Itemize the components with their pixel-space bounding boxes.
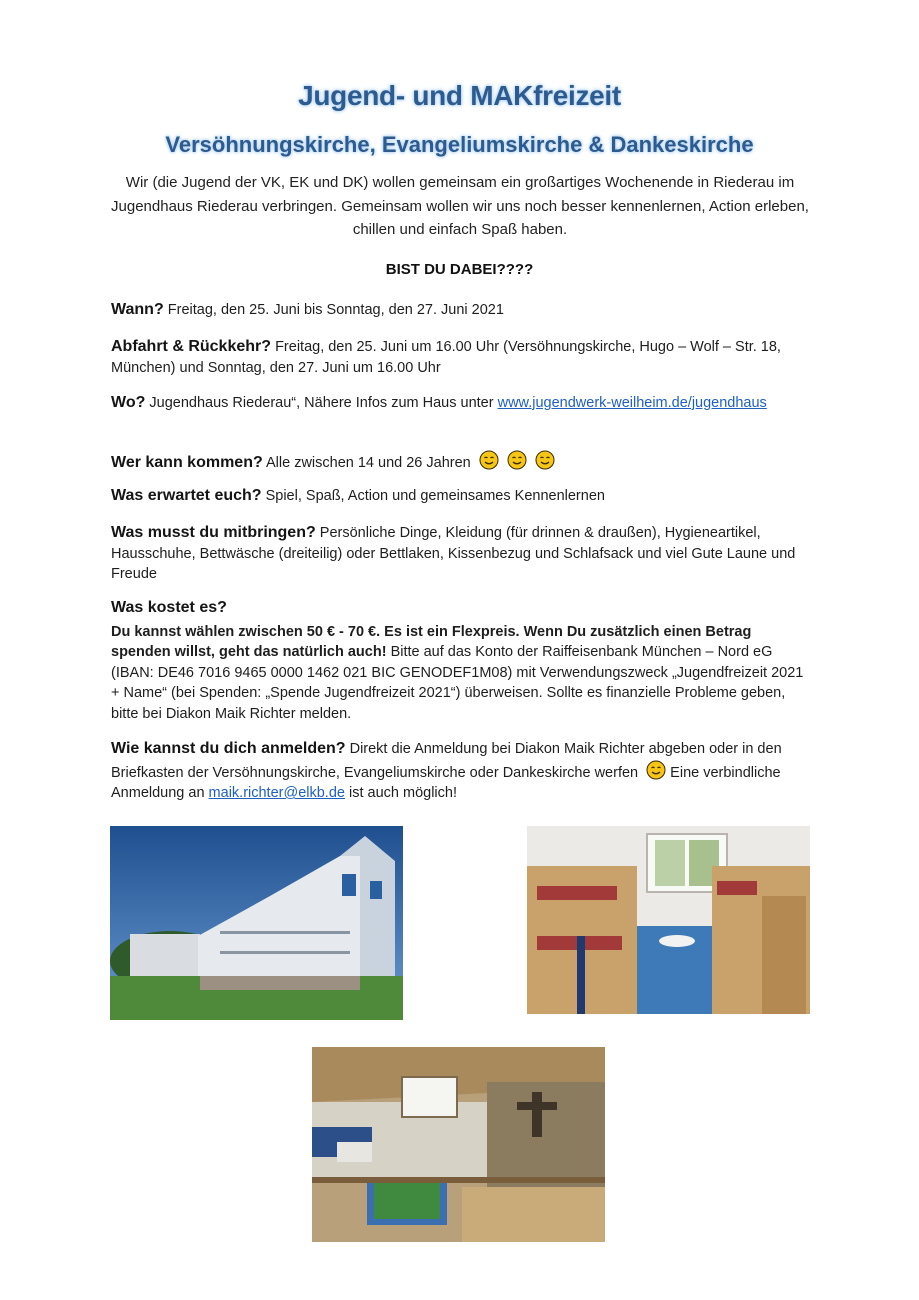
kosten-label: Was kostet es? <box>111 599 227 616</box>
anmelden-label: Wie kannst du dich anmelden? <box>111 740 346 757</box>
call-to-action: BIST DU DABEI???? <box>385 261 534 278</box>
section-mitbringen <box>111 523 811 585</box>
smiley-icon <box>479 450 499 470</box>
page-subtitle: Versöhnungskirche, Evangeliumskirche & Dankeskirche <box>165 132 754 157</box>
section-anmelden <box>111 739 811 804</box>
smiley-icon <box>535 450 555 470</box>
wo-label: Wo? <box>111 394 146 411</box>
kosten-text: Bitte auf das Konto der Raiffeisenbank München – Nord eG (IBAN: DE46 7016 9465 0000 1462 021 BIC GENODEF1M08) mit Verwendungszweck „Jugendfreizeit 2021 + Name“ (bei Spenden: „Spende Jugendfreizeit 2021“) überweisen. Sollte es finanzielle Probleme geben, bitte bei Diakon Maik Richter melden. <box>111 644 804 722</box>
wann-label: Wann? <box>111 301 164 318</box>
mitbringen-label: Was musst du mitbringen? <box>111 524 316 541</box>
smiley-icon <box>646 760 666 780</box>
abfahrt-text: Freitag, den 25. Juni um 16.00 Uhr (Versöhnungskirche, Hugo – Wolf – Str. 18, München) und Sonntag, den 27. Juni um 16.00 Uhr <box>111 339 781 376</box>
smiley-icon <box>507 450 527 470</box>
email-link[interactable]: maik.richter@elkb.de <box>208 785 345 801</box>
section-kosten <box>111 598 811 724</box>
wo-text: Jugendhaus Riederau“, Nähere Infos zum Haus unter <box>149 395 494 411</box>
erwartet-text: Spiel, Spaß, Action und gemeinsames Kennenlernen <box>265 488 605 504</box>
section-erwartet <box>111 486 811 507</box>
kosten-bold: Du kannst wählen zwischen 50 € - 70 €. Es ist ein Flexpreis. Wenn Du zusätzlich einen Betrag spenden willst, geht das natürlich auch! <box>111 623 752 660</box>
abfahrt-label: Abfahrt & Rückkehr? <box>111 338 272 355</box>
photo-house-exterior <box>110 826 403 1020</box>
photo-common-room <box>312 1047 605 1242</box>
page-title: Jugend- und MAKfreizeit <box>298 80 621 111</box>
photo-bunk-room <box>527 826 810 1014</box>
section-wer <box>111 450 811 474</box>
wer-text: Alle zwischen 14 und 26 Jahren <box>265 455 471 471</box>
anmelden-text1: Direkt die Anmeldung bei Diakon Maik Richter abgeben oder in den Briefkasten der Versöhnungskirche, Evangeliumskirche oder Dankeskirche werfen <box>111 741 782 781</box>
section-wo <box>111 393 811 414</box>
section-abfahrt <box>111 337 811 378</box>
erwartet-label: Was erwartet euch? <box>111 487 262 504</box>
mitbringen-text: Persönliche Dinge, Kleidung (für drinnen & draußen), Hygieneartikel, Hausschuhe, Bettwäsche (dreiteilig) oder Bettlaken, Kissenbezug und Schlafsack und viel Gute Laune und Freude <box>111 525 796 582</box>
anmelden-text2: Eine verbindliche Anmeldung an <box>111 764 781 801</box>
section-wann <box>111 300 811 321</box>
intro-text: Wir (die Jugend der VK, EK und DK) wollen gemeinsam ein großartiges Wochenende in Riederau im Jugendhaus Riederau verbringen. Gemeinsam wollen wir uns noch besser kennenlernen, Action erleben, chillen und einfach Spaß haben. <box>111 174 809 238</box>
jugendhaus-link[interactable]: www.jugendwerk-weilheim.de/jugendhaus <box>497 395 767 411</box>
wann-text: Freitag, den 25. Juni bis Sonntag, den 27. Juni 2021 <box>167 302 504 318</box>
wer-label: Wer kann kommen? <box>111 454 263 471</box>
anmelden-text3: ist auch möglich! <box>348 785 457 801</box>
